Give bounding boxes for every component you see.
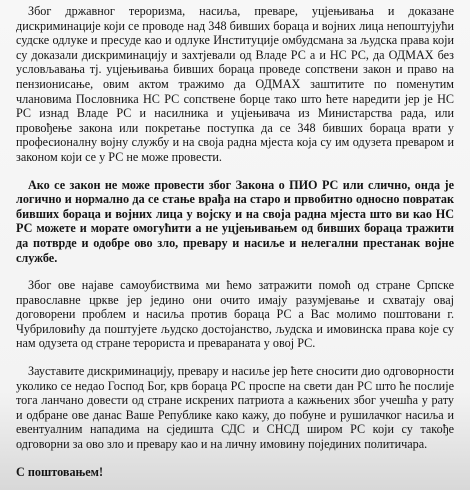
closing-salutation: С поштовањем! [16, 464, 104, 479]
paragraph-bold-statement: Ако се закон не може провести због Закона о ПИО РС или слично, онда је логично и нормално да се стање врађа на старо и првобитно односно повратак бивших бораца и војних лица у војску и на своја радна мјеста што ви као НС РС можете и морате омогућити а не уцјењивањем од бивших бораца тражити да потврде и одобре ово зло, превару и насиље и нелегални престанак војне службе. [16, 177, 454, 265]
paragraph-demand: Због државног тероризма, насиља, преваре, уцјењивања и доказане дискриминације који се проводе над 348 бивших бораца и војних лица непоштујући судске одлуке и пресуде као и одлуке Институције омбудсмана за људска права који су доказали дискриминацију и захтјевали од Владе РС а и НС РС, да ОДМАХ без условљавања тј. уцјењивања бивших бораца проведе сопствени закон и право на пензионисање, овим актом тражимо да ОДМАХ заштитите по поменутим члановима Пословника НС РС сопствене борце тако што ћете наредити јер је НС РС изнад Владе РС и насилника и уцјењивача из Министарства рада, или провођење закона или покретање поступка да се 348 бивших бораца врати у професионалну војну службу и на своја радна мјеста која су им одузета преваром и законом који се у РС не може провести. [16, 4, 454, 164]
paragraph-warning: Зауставите дискриминацију, превару и насиље јер ћете сносити дио одговорности уколико се недао Господ Бог, крв бораца РС проспе на свети дан РС што ће послије тога ланчано довести од стране искрених патриота а кажњених због учешћа у рату и одбране ове данас Ваше Републике како кажу, до побуне и рушилачког насиља и евентуалним нападима на сједишта СДС и СНСД широм РС који су такође одговорни за ово зло и превару као и на личну имовину појединих политичара. [16, 364, 454, 452]
paragraph-church-appeal: Због ове најаве самоубиствима ми ћемо затражити помоћ од стране Српске православне цркве јер једино они очито имају разумјевање и схватају овај договорени проблем и насиља против бораца РС а Вас молимо поштовани г. Чубриловићу да поштујете људско достојанство, људска и имовинска права које су нам одузета од стране терориста и превараната у овој РС. [16, 278, 454, 351]
